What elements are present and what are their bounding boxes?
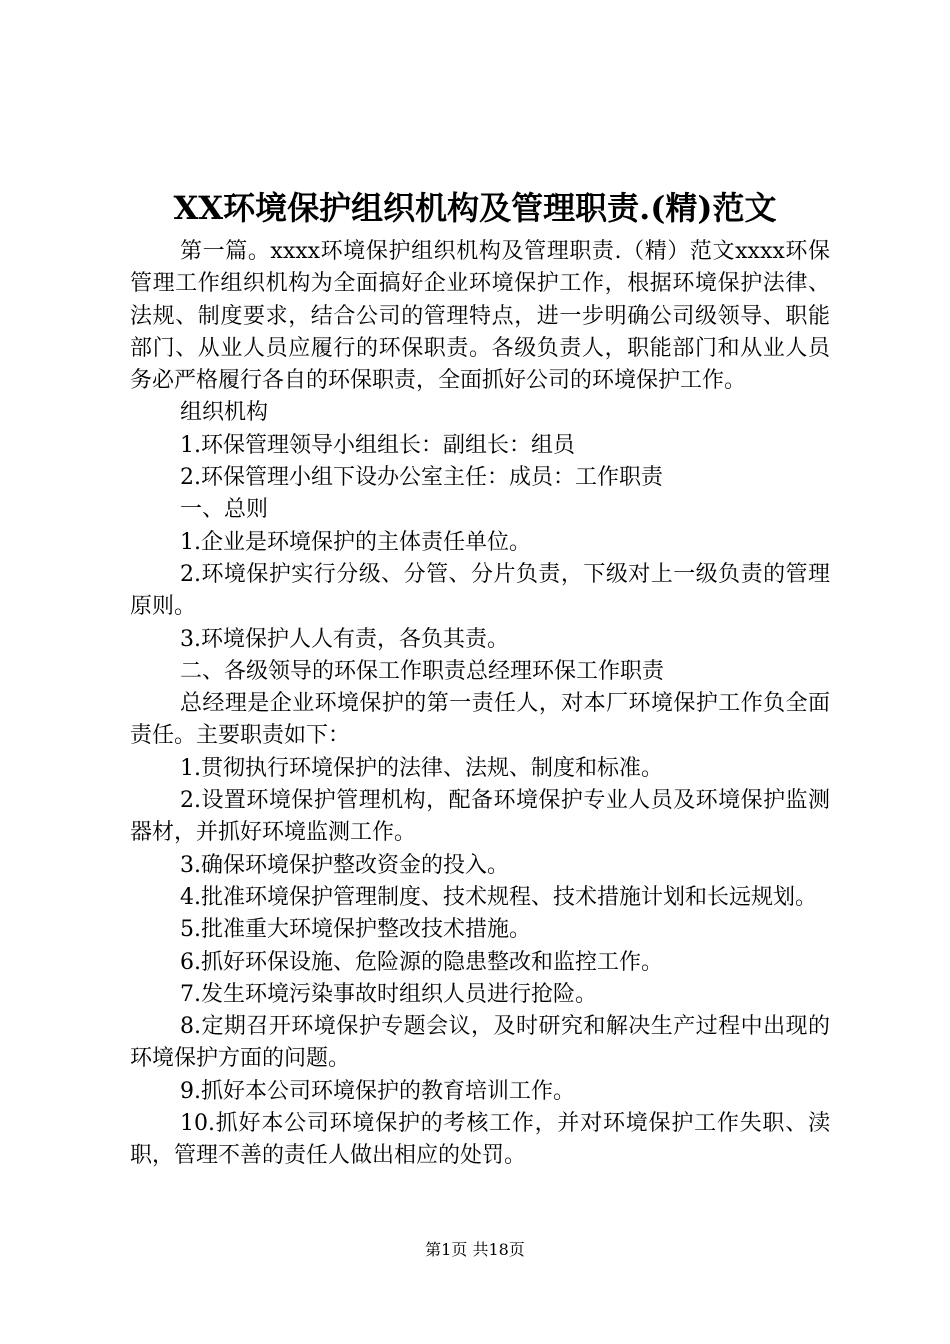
paragraph: 2.设置环境保护管理机构，配备环境保护专业人员及环境保护监测器材，并抓好环境监测工作。 (130, 788, 830, 846)
paragraph: 8.定期召开环境保护专题会议，及时研究和解决生产过程中出现的环境保护方面的问题。 (130, 1014, 830, 1072)
paragraph: 1.贯彻执行环境保护的法律、法规、制度和标准。 (180, 755, 663, 781)
document-title: XX环境保护组织机构及管理职责.(精)范文 (173, 189, 777, 227)
paragraph: 7.发生环境污染事故时组织人员进行抢险。 (180, 981, 597, 1007)
paragraph: 10.抓好本公司环境保护的考核工作，并对环境保护工作失职、渎职，管理不善的责任人做出相应的处罚。 (130, 1111, 830, 1169)
paragraph: 2.环保管理小组下设办公室主任：成员：工作职责 (180, 465, 663, 491)
paragraph: 总经理是企业环境保护的第一责任人，对本厂环境保护工作负全面责任。主要职责如下： (130, 691, 830, 749)
paragraph: 6.抓好环保设施、危险源的隐患整改和监控工作。 (180, 949, 663, 975)
paragraph: 3.环境保护人人有责，各负其责。 (180, 626, 509, 652)
paragraph: 二、各级领导的环保工作职责总经理环保工作职责 (180, 658, 665, 684)
paragraph: 1.企业是环境保护的主体责任单位。 (180, 529, 531, 555)
paragraph: 9.抓好本公司环境保护的教育培训工作。 (180, 1078, 575, 1104)
paragraph: 1.环保管理领导小组组长：副组长：组员 (180, 432, 575, 458)
document-body (130, 236, 830, 1173)
paragraph: 组织机构 (180, 400, 269, 426)
page-number-footer: 第1页 共18页 (425, 1240, 525, 1259)
paragraph: 5.批准重大环境保护整改技术措施。 (180, 917, 531, 943)
paragraph: 一、总则 (180, 497, 269, 523)
paragraph: 2.环境保护实行分级、分管、分片负责，下级对上一级负责的管理原则。 (130, 561, 830, 620)
paragraph: 4.批准环境保护管理制度、技术规程、技术措施计划和长远规划。 (180, 884, 817, 910)
paragraph: 3.确保环境保护整改资金的投入。 (180, 852, 509, 878)
paragraph: 第一篇。xxxx环境保护组织机构及管理职责.（精）范文xxxx环保管理工作组织机构为全面搞好企业环境保护工作，根据环境保护法律、法规、制度要求，结合公司的管理特点，进一步明确公司级领导、职能部门、从业人员应履行的环保职责。各级负责人，职能部门和从业人员务必严格履行各自的环保职责，全面抓好公司的环境保护工作。 (130, 239, 830, 394)
